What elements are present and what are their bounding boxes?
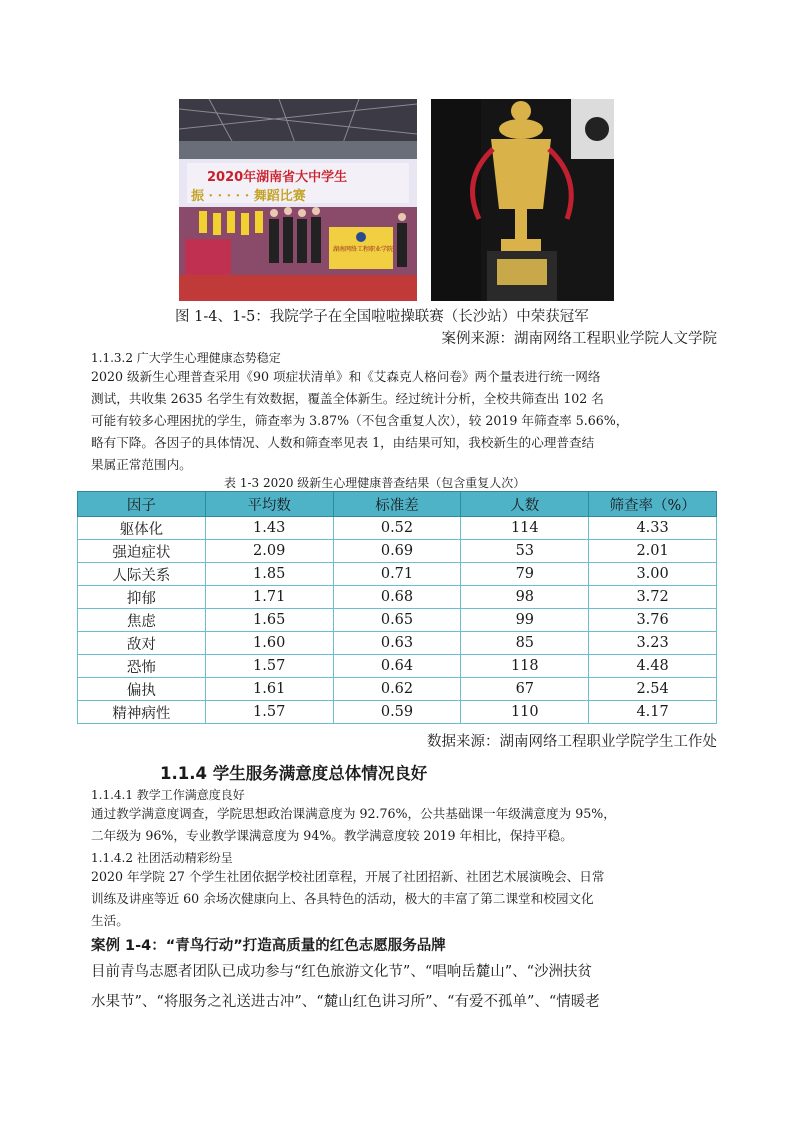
table-row (78, 655, 717, 678)
photo-flag-text: 湖南网络工程职业学院 (333, 246, 394, 253)
paragraph-line: 略有下降。各因子的具体情况、人数和筛查率见表 1，由结果可知，我校新生的心理普查结 (91, 435, 595, 450)
table-cell: 114 (461, 517, 589, 540)
paragraph-line: 水果节”、“将服务之礼送进古冲”、“麓山红色讲习所”、“有爱不孤单”、“情暖老 (91, 994, 600, 1010)
section-1132-heading: 1.1.3.2 广大学生心理健康态势稳定 (91, 351, 281, 365)
table-cell: 0.59 (333, 701, 461, 724)
table-cell: 67 (461, 678, 589, 701)
paragraph-line: 生活。 (91, 913, 129, 928)
team-photo-image (179, 99, 417, 301)
table-cell: 85 (461, 632, 589, 655)
case-heading: 案例 1-4：“青鸟行动”打造高质量的红色志愿服务品牌 (91, 938, 446, 954)
paragraph-line: 测试，共收集 2635 名学生有效数据，覆盖全体新生。经过统计分析，全校共筛查出 102 名 (91, 391, 604, 406)
figure-source: 案例来源：湖南网络工程职业学院人文学院 (441, 331, 717, 347)
table-row (78, 540, 717, 563)
table-header-row (78, 492, 717, 517)
table-cell: 1.85 (205, 563, 333, 586)
table-cell: 3.00 (589, 563, 717, 586)
table-cell: 0.68 (333, 586, 461, 609)
column-header: 标准差 (333, 492, 461, 517)
table-cell: 99 (461, 609, 589, 632)
section-1141-paragraph (91, 803, 696, 847)
table-cell: 0.62 (333, 678, 461, 701)
table-cell: 79 (461, 563, 589, 586)
table-row (78, 678, 717, 701)
table-cell: 强迫症状 (78, 540, 206, 563)
table-cell: 0.69 (333, 540, 461, 563)
team-photo (179, 99, 417, 301)
screening-table (77, 491, 717, 724)
paragraph-line: 可能有较多心理困扰的学生，筛查率为 3.87%（不包含重复人次），较 2019 年筛查率 5.66%， (91, 413, 629, 428)
table-cell: 1.57 (205, 701, 333, 724)
table-cell: 3.23 (589, 632, 717, 655)
table-cell: 1.71 (205, 586, 333, 609)
table-cell: 4.33 (589, 517, 717, 540)
column-header: 平均数 (205, 492, 333, 517)
table-cell: 4.17 (589, 701, 717, 724)
case-paragraph (91, 957, 696, 1017)
table-cell: 118 (461, 655, 589, 678)
column-header: 因子 (78, 492, 206, 517)
table-cell: 98 (461, 586, 589, 609)
photo-banner-text: 2020年湖南省大中学生 (207, 170, 348, 185)
column-header: 人数 (461, 492, 589, 517)
table-cell: 1.60 (205, 632, 333, 655)
svg-text:振 · · · · · 舞蹈比赛: 振 · · · · · 舞蹈比赛 (191, 189, 306, 204)
column-header: 筛查率（%） (589, 492, 717, 517)
table-row (78, 517, 717, 540)
table-row (78, 563, 717, 586)
table-cell: 1.43 (205, 517, 333, 540)
paragraph-line: 果属正常范围内。 (91, 457, 192, 472)
table-cell: 2.01 (589, 540, 717, 563)
table-title: 表 1-3 2020 级新生心理健康普查结果（包含重复人次） (224, 476, 526, 490)
table-cell: 躯体化 (78, 517, 206, 540)
table-cell: 2.09 (205, 540, 333, 563)
table-cell: 1.57 (205, 655, 333, 678)
paragraph-line: 通过教学满意度调查，学院思想政治课满意度为 92.76%，公共基础课一年级满意度为 95%， (91, 806, 616, 821)
table-cell: 2.54 (589, 678, 717, 701)
section-1142-paragraph (91, 866, 696, 932)
figure-caption: 图 1-4、1-5：我院学子在全国啦啦操联赛（长沙站）中荣获冠军 (175, 309, 589, 325)
section-1141-heading: 1.1.4.1 教学工作满意度良好 (91, 788, 245, 802)
table-cell: 偏执 (78, 678, 206, 701)
table-cell: 3.72 (589, 586, 717, 609)
table-cell: 3.76 (589, 609, 717, 632)
table-cell: 0.63 (333, 632, 461, 655)
table-row (78, 609, 717, 632)
table-cell: 110 (461, 701, 589, 724)
table-cell: 1.61 (205, 678, 333, 701)
table-row (78, 586, 717, 609)
table-cell: 0.52 (333, 517, 461, 540)
trophy-photo (431, 99, 614, 301)
table-cell: 人际关系 (78, 563, 206, 586)
paragraph-line: 2020 年学院 27 个学生社团依据学校社团章程，开展了社团招新、社团艺术展演晚会、日常 (91, 869, 605, 884)
table-row (78, 701, 717, 724)
table-row (78, 632, 717, 655)
paragraph-line: 2020 级新生心理普查采用《90 项症状清单》和《艾森克人格问卷》两个量表进行统一网络 (91, 369, 601, 384)
table-cell: 4.48 (589, 655, 717, 678)
table-cell: 0.71 (333, 563, 461, 586)
table-cell: 0.64 (333, 655, 461, 678)
section-114-heading: 1.1.4 学生服务满意度总体情况良好 (160, 764, 428, 783)
table-cell: 抑郁 (78, 586, 206, 609)
paragraph-line: 目前青鸟志愿者团队已成功参与“红色旅游文化节”、“唱响岳麓山”、“沙洲扶贫 (91, 964, 593, 980)
paragraph-line: 训练及讲座等近 60 余场次健康向上、各具特色的活动，极大的丰富了第二课堂和校园文化 (91, 891, 594, 906)
table-cell: 53 (461, 540, 589, 563)
table-source: 数据来源：湖南网络工程职业学院学生工作处 (427, 734, 717, 750)
table-cell: 0.65 (333, 609, 461, 632)
trophy-photo-image (431, 99, 614, 301)
paragraph-line: 二年级为 96%，专业教学课满意度为 94%。教学满意度较 2019 年相比，保持平稳。 (91, 828, 573, 843)
table-cell: 1.65 (205, 609, 333, 632)
section-1142-heading: 1.1.4.2 社团活动精彩纷呈 (91, 851, 233, 865)
section-1132-paragraph (91, 366, 696, 476)
table-cell: 焦虑 (78, 609, 206, 632)
table-cell: 敌对 (78, 632, 206, 655)
table-cell: 恐怖 (78, 655, 206, 678)
table-cell: 精神病性 (78, 701, 206, 724)
